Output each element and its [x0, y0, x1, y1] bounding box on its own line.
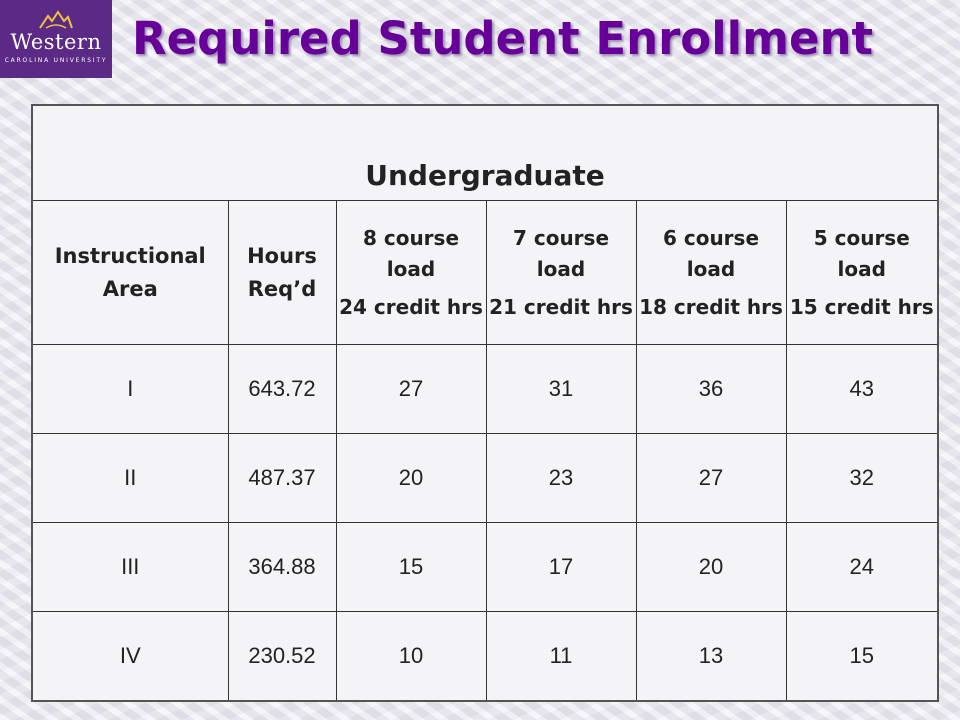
table-cell: 10 [336, 612, 486, 702]
table-cell: 27 [636, 434, 786, 523]
mountain-emblem-icon [38, 10, 74, 30]
table-row [32, 434, 938, 523]
column-header: Instructional Area [32, 201, 228, 345]
table-row [32, 345, 938, 434]
table-cell: 15 [786, 612, 938, 702]
table-cell: III [32, 523, 228, 612]
table-cell: I [32, 345, 228, 434]
table-cell: 32 [786, 434, 938, 523]
column-header: 5 course load 15 credit hrs [786, 201, 938, 345]
logo-subtitle: CAROLINA UNIVERSITY [4, 57, 108, 64]
table-cell: 11 [486, 612, 636, 702]
table-cell: 24 [786, 523, 938, 612]
table-row [32, 612, 938, 702]
table-cell: 15 [336, 523, 486, 612]
table-cell: 13 [636, 612, 786, 702]
table-cell: 643.72 [228, 345, 336, 434]
column-header: 6 course load 18 credit hrs [636, 201, 786, 345]
slide-title: Required Student Enrollment [132, 12, 874, 65]
table-cell: 487.37 [228, 434, 336, 523]
university-logo [0, 0, 112, 78]
table-cell: 31 [486, 345, 636, 434]
logo-wordmark: Western [10, 30, 102, 54]
table-cell: 230.52 [228, 612, 336, 702]
column-header: 7 course load 21 credit hrs [486, 201, 636, 345]
header-row [32, 201, 938, 345]
table-cell: 43 [786, 345, 938, 434]
table-row [32, 523, 938, 612]
table-cell: 20 [336, 434, 486, 523]
table-cell: 17 [486, 523, 636, 612]
table-cell: 23 [486, 434, 636, 523]
table-cell: IV [32, 612, 228, 702]
table-cell: II [32, 434, 228, 523]
table-cell: 20 [636, 523, 786, 612]
column-header: Hours Req’d [228, 201, 336, 345]
column-header: 8 course load 24 credit hrs [336, 201, 486, 345]
table-caption: Undergraduate [32, 105, 938, 201]
enrollment-table [31, 104, 939, 702]
table-cell: 364.88 [228, 523, 336, 612]
table-cell: 27 [336, 345, 486, 434]
table-cell: 36 [636, 345, 786, 434]
